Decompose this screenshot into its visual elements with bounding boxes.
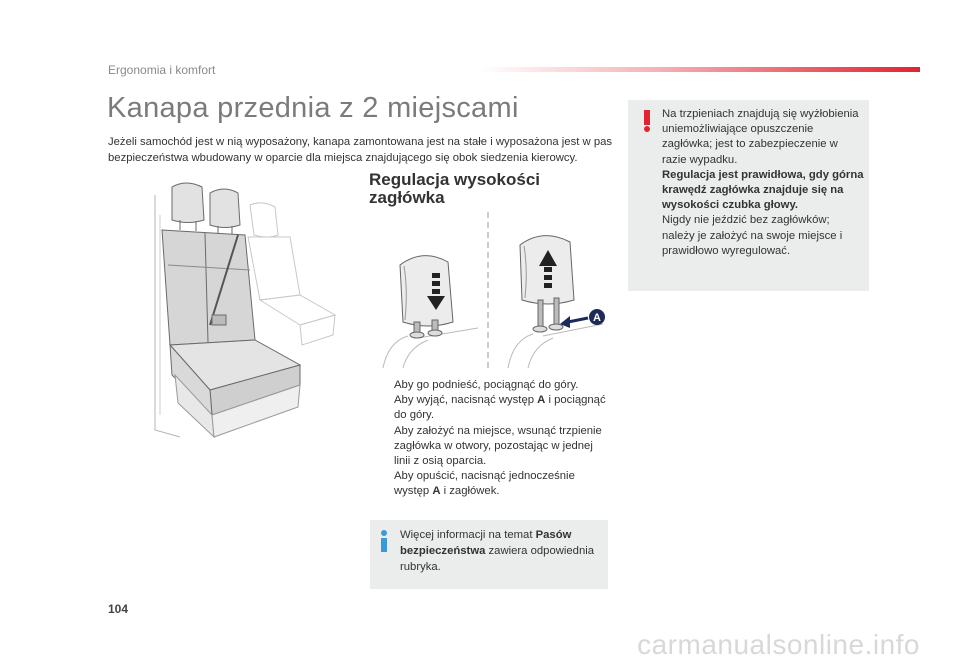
- page-title: Kanapa przednia z 2 miejscami: [107, 92, 519, 124]
- list-item: Aby opuścić, nacisnąć jednocześnie występ A i zagłówek.: [394, 470, 575, 498]
- marker-a-label: A: [593, 312, 601, 324]
- intro-paragraph: Jeżeli samochód jest w nią wyposażony, kanapa zamontowana jest na stałe i wyposażona jest w pas bezpieczeństwa wbudowany w oparcie dla miejsca znajdującego się obok siedzenia kierowcy.: [108, 136, 613, 164]
- watermark: carmanualsonline.info: [637, 629, 920, 660]
- list-item: Aby założyć na miejsce, wsunąć trzpienie zagłówka w otwory, pozostając w jednej linii z osią oparcia.: [394, 424, 602, 468]
- page-number: 104: [108, 602, 129, 616]
- list-item: Aby wyjąć, nacisnąć występ A i pociągnąć do góry.: [394, 394, 606, 422]
- section-heading-line1: Regulacja wysokości: [369, 170, 541, 189]
- section-heading-line2: zagłówka: [369, 188, 445, 207]
- bench-seat-illustration: [150, 175, 345, 440]
- warning-icon: [643, 110, 651, 132]
- section-header: Ergonomia i komfort: [108, 63, 216, 77]
- info-icon: [379, 530, 389, 552]
- section-heading: [369, 171, 609, 207]
- info-note-text: Więcej informacji na temat Pasów bezpieczeństwa zawiera odpowiednia rubryka.: [400, 529, 595, 573]
- warning-text: Na trzpieniach znajdują się wyżłobienia uniemożliwiające opuszczenie zagłówka; jest to zabezpieczenie w razie wypadku. Regulacja jest prawidłowa, gdy górna krawędź zagłówka znajduje się na wysokości czubka głowy. Nigdy nie jeździć bez zagłówków; należy je założyć na swoje miejsce i prawidłowo wyregulować.: [662, 108, 864, 257]
- headrest-adjustment-diagram: [378, 210, 610, 370]
- list-item: Aby go podnieść, pociągnąć do góry.: [394, 379, 579, 391]
- steps-list: [370, 378, 610, 500]
- header-accent-bar: [480, 67, 920, 72]
